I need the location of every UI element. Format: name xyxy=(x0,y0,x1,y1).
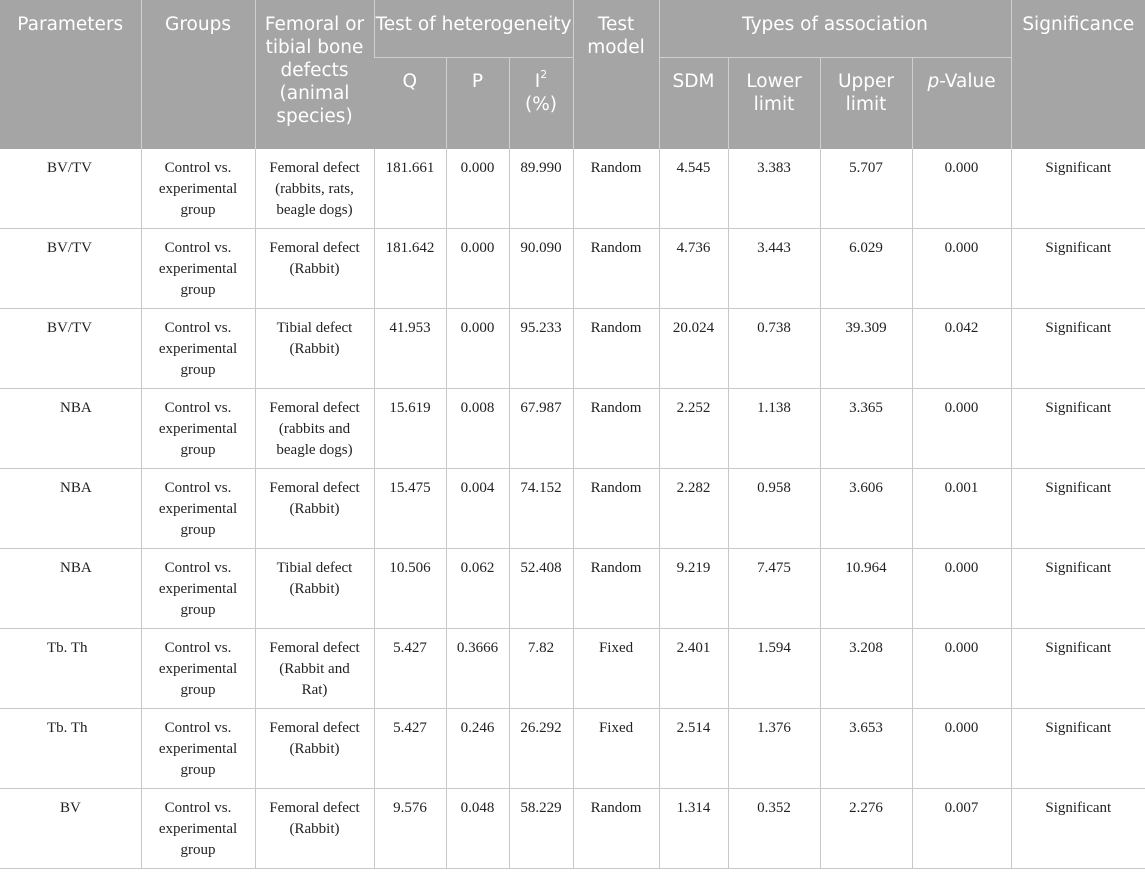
cell-q: 181.642 xyxy=(374,229,446,309)
cell-param: Tb. Th xyxy=(0,629,141,709)
table-row xyxy=(0,469,1145,549)
cell-sdm: 9.219 xyxy=(659,549,728,629)
cell-sdm: 2.514 xyxy=(659,709,728,789)
header-association: Types of association xyxy=(659,0,1011,58)
cell-i2: 89.990 xyxy=(509,149,573,229)
cell-upper: 39.309 xyxy=(820,309,912,389)
cell-param: NBA xyxy=(0,469,141,549)
header-p-value-italic: p xyxy=(927,71,940,92)
header-significance: Significance xyxy=(1011,0,1145,149)
cell-model: Random xyxy=(573,789,659,869)
cell-sdm: 4.545 xyxy=(659,149,728,229)
cell-defect: Femoral defect (Rabbit) xyxy=(255,709,374,789)
cell-group: Control vs. experimental group xyxy=(141,389,255,469)
cell-defect: Femoral defect (Rabbit and Rat) xyxy=(255,629,374,709)
table-row xyxy=(0,389,1145,469)
cell-lower: 1.138 xyxy=(728,389,820,469)
cell-pvalue: 0.000 xyxy=(912,229,1011,309)
cell-group: Control vs. experimental group xyxy=(141,789,255,869)
cell-upper: 3.208 xyxy=(820,629,912,709)
cell-p: 0.000 xyxy=(446,309,509,389)
cell-param: NBA xyxy=(0,549,141,629)
cell-sig: Significant xyxy=(1011,149,1145,229)
cell-q: 15.475 xyxy=(374,469,446,549)
header-p-value-suffix: -Value xyxy=(939,71,996,92)
header-parameters: Parameters xyxy=(0,0,141,149)
cell-pvalue: 0.007 xyxy=(912,789,1011,869)
cell-i2: 95.233 xyxy=(509,309,573,389)
header-i2 xyxy=(509,58,573,150)
cell-pvalue: 0.000 xyxy=(912,389,1011,469)
table-row xyxy=(0,549,1145,629)
table-row xyxy=(0,709,1145,789)
header-defects: Femoral or tibial bone defects (animal species) xyxy=(255,0,374,149)
cell-p: 0.246 xyxy=(446,709,509,789)
cell-q: 10.506 xyxy=(374,549,446,629)
cell-model: Random xyxy=(573,549,659,629)
cell-param: BV/TV xyxy=(0,309,141,389)
table-body xyxy=(0,149,1145,869)
cell-upper: 2.276 xyxy=(820,789,912,869)
table-row xyxy=(0,629,1145,709)
cell-defect: Tibial defect (Rabbit) xyxy=(255,549,374,629)
cell-p: 0.048 xyxy=(446,789,509,869)
cell-param: NBA xyxy=(0,389,141,469)
header-heterogeneity: Test of heterogeneity xyxy=(374,0,573,58)
cell-pvalue: 0.042 xyxy=(912,309,1011,389)
cell-group: Control vs. experimental group xyxy=(141,229,255,309)
cell-i2: 67.987 xyxy=(509,389,573,469)
header-test-model: Test model xyxy=(573,0,659,149)
cell-upper: 3.365 xyxy=(820,389,912,469)
cell-sig: Significant xyxy=(1011,389,1145,469)
cell-group: Control vs. experimental group xyxy=(141,709,255,789)
cell-p: 0.004 xyxy=(446,469,509,549)
cell-pvalue: 0.000 xyxy=(912,709,1011,789)
cell-defect: Femoral defect (rabbits, rats, beagle dogs) xyxy=(255,149,374,229)
table-row xyxy=(0,229,1145,309)
cell-upper: 3.653 xyxy=(820,709,912,789)
header-i2-unit: (%) xyxy=(525,94,558,115)
cell-lower: 3.443 xyxy=(728,229,820,309)
cell-i2: 52.408 xyxy=(509,549,573,629)
cell-lower: 7.475 xyxy=(728,549,820,629)
cell-model: Random xyxy=(573,229,659,309)
cell-sdm: 4.736 xyxy=(659,229,728,309)
cell-q: 181.661 xyxy=(374,149,446,229)
cell-sig: Significant xyxy=(1011,549,1145,629)
cell-i2: 90.090 xyxy=(509,229,573,309)
header-p: P xyxy=(446,58,509,150)
cell-group: Control vs. experimental group xyxy=(141,149,255,229)
cell-upper: 6.029 xyxy=(820,229,912,309)
cell-p: 0.062 xyxy=(446,549,509,629)
cell-sdm: 1.314 xyxy=(659,789,728,869)
cell-sig: Significant xyxy=(1011,629,1145,709)
table-row xyxy=(0,149,1145,229)
cell-i2: 7.82 xyxy=(509,629,573,709)
cell-upper: 3.606 xyxy=(820,469,912,549)
cell-model: Random xyxy=(573,309,659,389)
cell-pvalue: 0.000 xyxy=(912,629,1011,709)
cell-sig: Significant xyxy=(1011,789,1145,869)
cell-pvalue: 0.000 xyxy=(912,549,1011,629)
cell-q: 5.427 xyxy=(374,629,446,709)
cell-pvalue: 0.001 xyxy=(912,469,1011,549)
cell-model: Fixed xyxy=(573,629,659,709)
cell-p: 0.008 xyxy=(446,389,509,469)
cell-p: 0.000 xyxy=(446,149,509,229)
cell-defect: Tibial defect (Rabbit) xyxy=(255,309,374,389)
header-groups: Groups xyxy=(141,0,255,149)
cell-q: 41.953 xyxy=(374,309,446,389)
header-sdm: SDM xyxy=(659,58,728,150)
cell-pvalue: 0.000 xyxy=(912,149,1011,229)
cell-sig: Significant xyxy=(1011,309,1145,389)
cell-upper: 10.964 xyxy=(820,549,912,629)
cell-sdm: 2.282 xyxy=(659,469,728,549)
cell-i2: 58.229 xyxy=(509,789,573,869)
table-row xyxy=(0,789,1145,869)
cell-lower: 3.383 xyxy=(728,149,820,229)
table-row xyxy=(0,309,1145,389)
header-lower-limit: Lower limit xyxy=(728,58,820,150)
cell-param: BV/TV xyxy=(0,149,141,229)
cell-sig: Significant xyxy=(1011,229,1145,309)
cell-q: 5.427 xyxy=(374,709,446,789)
cell-model: Random xyxy=(573,389,659,469)
cell-lower: 1.376 xyxy=(728,709,820,789)
cell-p: 0.000 xyxy=(446,229,509,309)
cell-defect: Femoral defect (rabbits and beagle dogs) xyxy=(255,389,374,469)
table-header xyxy=(0,0,1145,149)
cell-model: Random xyxy=(573,469,659,549)
header-q: Q xyxy=(374,58,446,150)
cell-upper: 5.707 xyxy=(820,149,912,229)
cell-lower: 0.738 xyxy=(728,309,820,389)
cell-group: Control vs. experimental group xyxy=(141,629,255,709)
cell-i2: 26.292 xyxy=(509,709,573,789)
cell-sdm: 2.401 xyxy=(659,629,728,709)
cell-defect: Femoral defect (Rabbit) xyxy=(255,789,374,869)
cell-lower: 0.352 xyxy=(728,789,820,869)
header-i2-label: I xyxy=(534,71,541,92)
cell-param: BV/TV xyxy=(0,229,141,309)
cell-model: Fixed xyxy=(573,709,659,789)
cell-param: BV xyxy=(0,789,141,869)
cell-param: Tb. Th xyxy=(0,709,141,789)
cell-lower: 0.958 xyxy=(728,469,820,549)
cell-group: Control vs. experimental group xyxy=(141,309,255,389)
cell-q: 9.576 xyxy=(374,789,446,869)
cell-group: Control vs. experimental group xyxy=(141,469,255,549)
header-i2-superscript: 2 xyxy=(540,68,548,81)
cell-q: 15.619 xyxy=(374,389,446,469)
header-upper-limit: Upper limit xyxy=(820,58,912,150)
cell-sdm: 2.252 xyxy=(659,389,728,469)
cell-defect: Femoral defect (Rabbit) xyxy=(255,229,374,309)
cell-group: Control vs. experimental group xyxy=(141,549,255,629)
cell-model: Random xyxy=(573,149,659,229)
cell-p: 0.3666 xyxy=(446,629,509,709)
cell-i2: 74.152 xyxy=(509,469,573,549)
cell-sig: Significant xyxy=(1011,469,1145,549)
cell-defect: Femoral defect (Rabbit) xyxy=(255,469,374,549)
header-p-value xyxy=(912,58,1011,150)
cell-lower: 1.594 xyxy=(728,629,820,709)
cell-sdm: 20.024 xyxy=(659,309,728,389)
cell-sig: Significant xyxy=(1011,709,1145,789)
